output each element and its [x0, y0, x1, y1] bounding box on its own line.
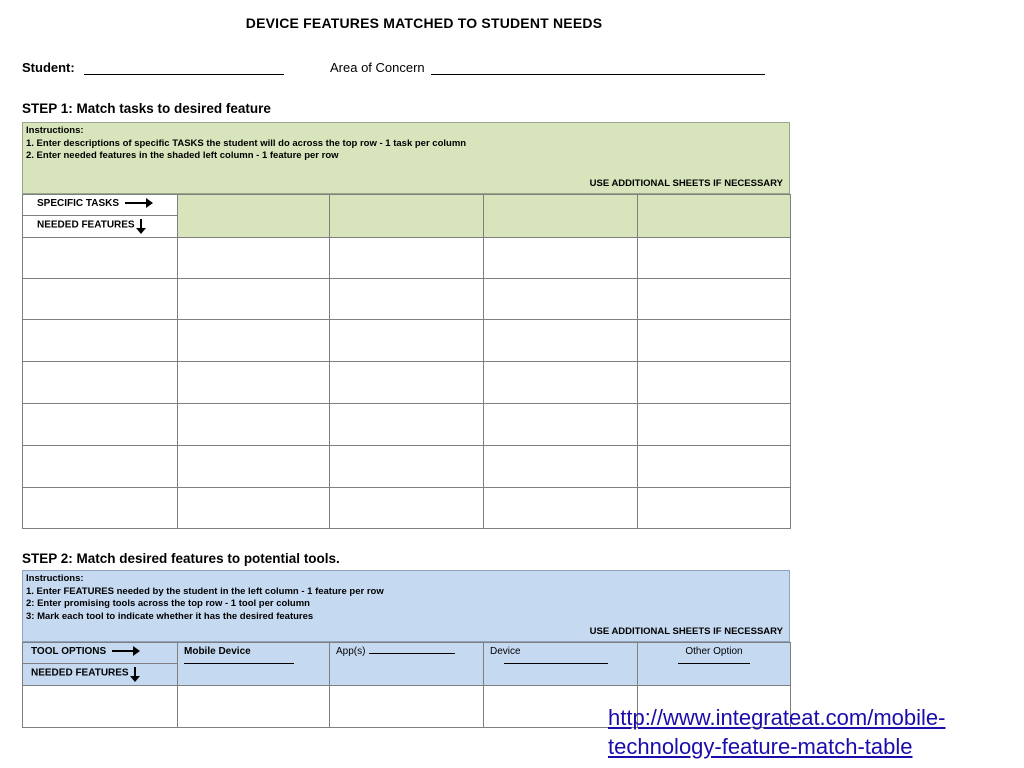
match-cell[interactable] — [484, 279, 638, 320]
arrow-right-icon — [112, 650, 138, 652]
match-cell[interactable] — [638, 279, 791, 320]
match-cell[interactable] — [178, 279, 330, 320]
feature-cell[interactable] — [23, 279, 178, 320]
step1-header-label-cell — [23, 195, 178, 238]
arrow-down-icon — [140, 219, 142, 231]
match-cell[interactable] — [484, 488, 638, 529]
feature-cell[interactable] — [23, 362, 178, 404]
match-cell[interactable] — [178, 446, 330, 488]
step2-extra-note: USE ADDITIONAL SHEETS IF NECESSARY — [589, 625, 783, 637]
match-cell[interactable] — [484, 320, 638, 362]
area-of-concern-field — [330, 60, 765, 75]
source-link-line-2[interactable]: technology-feature-match-table — [608, 734, 913, 759]
step2-instr-line-3: 3: Mark each tool to indicate whether it has the desired features — [26, 610, 314, 622]
match-cell[interactable] — [330, 362, 484, 404]
table-row — [23, 362, 791, 404]
match-cell[interactable] — [484, 362, 638, 404]
feature-cell[interactable] — [23, 404, 178, 446]
match-cell[interactable] — [330, 446, 484, 488]
needed-features-label: NEEDED FEATURES — [23, 216, 177, 237]
match-cell[interactable] — [638, 362, 791, 404]
table-row — [23, 238, 791, 279]
match-cell[interactable] — [484, 238, 638, 279]
step2-header-label-cell — [23, 643, 178, 686]
match-cell[interactable] — [178, 238, 330, 279]
match-cell[interactable] — [330, 686, 484, 728]
match-cell[interactable] — [330, 488, 484, 529]
arrow-right-icon — [125, 202, 151, 204]
match-cell[interactable] — [178, 404, 330, 446]
area-of-concern-label: Area of Concern — [330, 60, 425, 75]
tool-options-label: TOOL OPTIONS — [23, 643, 177, 664]
task-cell[interactable] — [178, 195, 330, 238]
match-cell[interactable] — [330, 404, 484, 446]
step2-instructions — [22, 570, 790, 642]
specific-tasks-label: SPECIFIC TASKS — [23, 195, 177, 216]
match-cell[interactable] — [330, 238, 484, 279]
student-label: Student: — [22, 60, 75, 75]
arrow-down-icon — [134, 667, 136, 679]
feature-cell[interactable] — [23, 686, 178, 728]
match-cell[interactable] — [638, 404, 791, 446]
page-title: DEVICE FEATURES MATCHED TO STUDENT NEEDS — [245, 15, 603, 31]
step1-title: STEP 1: Match tasks to desired feature — [22, 101, 271, 116]
step2-instr-line-2: 2: Enter promising tools across the top row - 1 tool per column — [26, 598, 310, 609]
tool-option-device[interactable]: Device — [484, 643, 638, 686]
student-blank-line[interactable] — [84, 61, 284, 75]
step1-instr-heading: Instructions: — [26, 125, 84, 136]
table-row — [23, 279, 791, 320]
match-cell[interactable] — [178, 488, 330, 529]
step1-instr-line-1: 1. Enter descriptions of specific TASKS the student will do across the top row - 1 task per column — [26, 137, 467, 149]
feature-cell[interactable] — [23, 446, 178, 488]
match-cell[interactable] — [330, 279, 484, 320]
source-link[interactable] — [608, 703, 945, 761]
tool-option-other[interactable]: Other Option — [638, 643, 791, 686]
match-cell[interactable] — [484, 404, 638, 446]
match-cell[interactable] — [484, 446, 638, 488]
task-cell[interactable] — [484, 195, 638, 238]
match-cell[interactable] — [178, 320, 330, 362]
match-cell[interactable] — [178, 362, 330, 404]
needed-features-label: NEEDED FEATURES — [23, 664, 177, 685]
step2-instr-line-1: 1. Enter FEATURES needed by the student in the left column - 1 feature per row — [26, 585, 384, 597]
task-cell[interactable] — [638, 195, 791, 238]
source-link-line-1[interactable]: http://www.integrateat.com/mobile- — [608, 705, 946, 730]
feature-cell[interactable] — [23, 320, 178, 362]
step1-extra-note: USE ADDITIONAL SHEETS IF NECESSARY — [589, 177, 783, 189]
task-cell[interactable] — [330, 195, 484, 238]
area-of-concern-blank-line[interactable] — [431, 61, 765, 75]
match-cell[interactable] — [638, 320, 791, 362]
table-row — [23, 446, 791, 488]
match-cell[interactable] — [178, 686, 330, 728]
match-cell[interactable] — [638, 238, 791, 279]
table-row — [23, 488, 791, 529]
step2-instr-heading: Instructions: — [26, 573, 84, 584]
student-field — [22, 60, 284, 75]
step1-instructions — [22, 122, 790, 194]
table-row — [23, 320, 791, 362]
table-row — [23, 404, 791, 446]
match-cell[interactable] — [638, 446, 791, 488]
step1-table — [22, 194, 791, 529]
step1-instr-line-2: 2. Enter needed features in the shaded left column - 1 feature per row — [26, 150, 339, 161]
match-cell[interactable] — [638, 488, 791, 529]
tool-option-apps[interactable]: App(s) — [330, 643, 484, 686]
feature-cell[interactable] — [23, 488, 178, 529]
tool-option-mobile-device[interactable]: Mobile Device — [178, 643, 330, 686]
match-cell[interactable] — [330, 320, 484, 362]
feature-cell[interactable] — [23, 238, 178, 279]
step2-title: STEP 2: Match desired features to potential tools. — [22, 551, 340, 566]
